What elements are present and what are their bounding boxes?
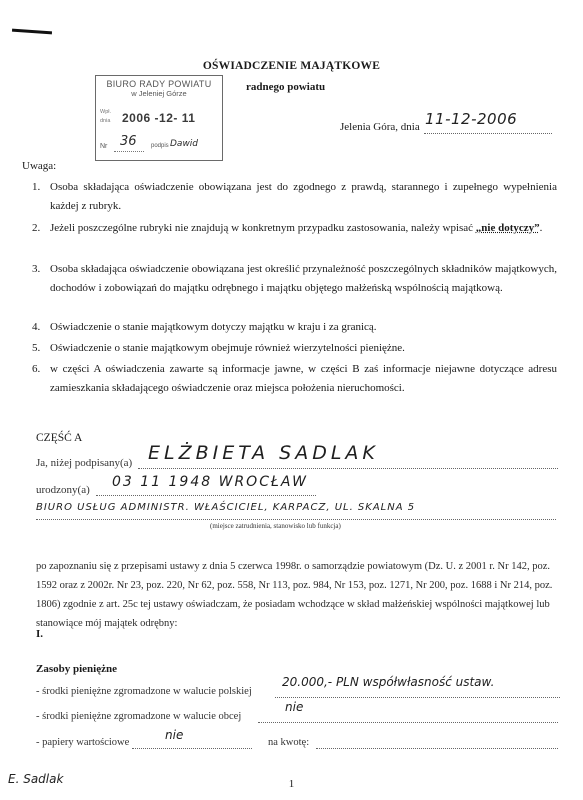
stamp-wpl-label: Wpł. <box>100 109 111 115</box>
notes-label: Uwaga: <box>22 160 57 172</box>
stamp-nr-label: Nr <box>100 143 108 150</box>
name-label: Ja, niżej podpisany(a) <box>36 457 133 469</box>
row-pln-dots <box>275 697 560 698</box>
note-3-text: Osoba składająca oświadczenie obowiązana jest określić przynależność poszczególnych składników majątkowych, dochodów i zobowiązań do majątku odrębnego i majątku objętego małżeńską wspólnością majątkową. <box>50 263 557 294</box>
row-foreign-value: nie <box>285 700 304 714</box>
row-pln-value: 20.000,- PLN współwłasność ustaw. <box>282 675 495 689</box>
document-subtitle: radnego powiatu <box>246 81 326 93</box>
row-foreign-label: - środki pieniężne zgromadzone w walucie obcej <box>36 711 242 722</box>
note-6-text: w części A oświadczenia zawarte są informacje jawne, w części B zaś informacje niejawne dotyczące adresu zamieszkania składającego oświadczenie oraz miejsca położenia nieruchomości. <box>50 363 557 394</box>
stamp-line-1: BIURO RADY POWIATU <box>106 79 212 89</box>
stamp-podpis-label: podpis <box>151 143 169 149</box>
row-foreign-dots <box>258 722 558 723</box>
note-5 <box>32 339 557 358</box>
note-3 <box>32 260 557 298</box>
corner-mark <box>12 29 52 35</box>
row-securities-amount-label: na kwotę: <box>268 737 310 748</box>
note-4-text: Oświadczenie o stanie majątkowym dotyczy majątku w kraju i za granicą. <box>50 321 377 333</box>
stamp-dnia-label: dnia <box>100 118 111 124</box>
born-value: 03 11 1948 WROCŁAW <box>112 474 309 490</box>
note-2-after: . <box>539 222 543 234</box>
employment-dots <box>36 519 556 520</box>
name-value: ELŻBIETA SADLAK <box>148 442 379 464</box>
part-a-heading: CZĘŚĆ A <box>36 432 83 444</box>
registry-stamp <box>95 75 223 161</box>
note-5-text: Oświadczenie o stanie majątkowym obejmuje również wierzytelności pieniężne. <box>50 342 405 354</box>
stamp-date: 2006 -12- 11 <box>122 111 196 125</box>
employment-value: BIURO USŁUG ADMINISTR. WŁAŚCICIEL, KARPACZ, UL. SKALNA 5 <box>36 502 416 513</box>
row-securities-value: nie <box>165 728 184 742</box>
stamp-nr-value: 36 <box>120 134 137 149</box>
stamp-podpis-value: Dawid <box>170 139 199 149</box>
note-1 <box>32 178 557 216</box>
note-2-number: 2. <box>32 222 41 234</box>
note-6-number: 6. <box>32 363 41 375</box>
page-number: 1 <box>288 778 295 790</box>
stamp-line-2: w Jeleniej Górze <box>131 89 187 98</box>
born-dots <box>96 495 316 496</box>
note-2-bold: „nie dotyczy” <box>475 222 540 234</box>
note-3-number: 3. <box>32 263 41 275</box>
date-handwritten: 11-12-2006 <box>425 110 518 128</box>
section-i-numeral: I. <box>36 628 44 640</box>
note-2-text: Jeżeli poszczególne rubryki nie znajdują w konkretnym przypadku zastosowania, należy wpisać <box>50 222 476 234</box>
place-label: Jelenia Góra, dnia <box>340 121 420 133</box>
note-2 <box>32 219 557 238</box>
declaration-text: po zapoznaniu się z przepisami ustawy z dnia 5 czerwca 1998r. o samorządzie powiatowym (Dz. U. z 2001 r. Nr 142, poz. 1592 oraz z 2002r. Nr 23, poz. 220, Nr 62, poz. 558, Nr 113, poz. 984, Nr 153, poz. 1271, Nr 200, poz. 1688 i Nr 214, poz. 1806) zgodnie z art. 25c tej ustawy oświadczam, że posiadam wchodzące w skład małżeńskiej wspólności majątkowej lub stanowiące mój majątek odrębny: <box>36 561 553 629</box>
initials-signature: E. Sadlak <box>8 772 64 786</box>
row-pln-label: - środki pieniężne zgromadzone w walucie polskiej <box>36 686 252 697</box>
row-securities-amount-dots <box>316 748 558 749</box>
name-dots <box>138 468 558 469</box>
section-i-heading: Zasoby pieniężne <box>36 663 117 675</box>
document-title: OŚWIADCZENIE MAJĄTKOWE <box>202 60 381 72</box>
note-5-number: 5. <box>32 342 41 354</box>
date-dots <box>424 133 552 134</box>
row-securities-label: - papiery wartościowe <box>36 737 130 748</box>
note-4 <box>32 318 557 337</box>
note-6 <box>32 360 557 398</box>
employment-caption: (miejsce zatrudnienia, stanowisko lub funkcja) <box>210 522 341 530</box>
row-securities-dots <box>132 748 252 749</box>
note-1-number: 1. <box>32 181 41 193</box>
born-label: urodzony(a) <box>36 484 90 496</box>
stamp-nr-line <box>114 151 144 152</box>
note-1-text: Osoba składająca oświadczenie obowiązana jest do zgodnego z prawdą, starannego i zupełnego wypełnienia każdej z rubryk. <box>50 181 557 212</box>
note-4-number: 4. <box>32 321 41 333</box>
